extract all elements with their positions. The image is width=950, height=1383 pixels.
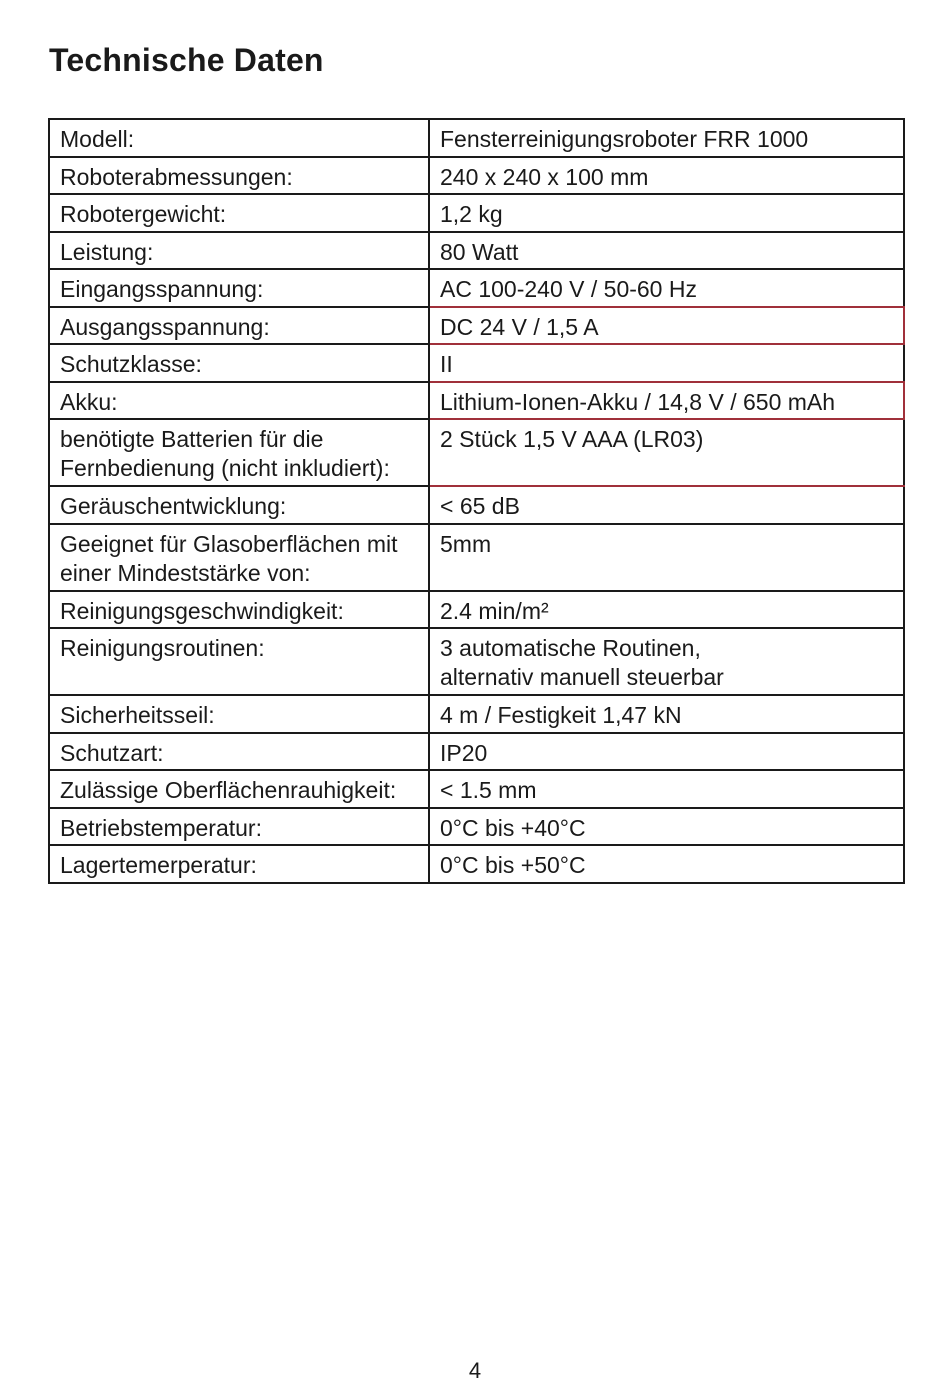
spec-label: Akku: [49, 382, 429, 420]
table-row [49, 419, 904, 486]
spec-label: Leistung: [49, 232, 429, 270]
spec-value-line: alternativ manuell steuerbar [440, 664, 724, 690]
specifications-table [48, 118, 905, 884]
table-row [49, 695, 904, 733]
spec-label: Modell: [49, 119, 429, 157]
spec-value: 240 x 240 x 100 mm [429, 157, 904, 195]
spec-value: 2.4 min/m² [429, 591, 904, 629]
table-row [49, 770, 904, 808]
table-row [49, 628, 904, 695]
spec-value-line: 5mm [440, 530, 492, 557]
table-row [49, 344, 904, 382]
spec-value [429, 419, 904, 486]
table-row [49, 808, 904, 846]
spec-value: 4 m / Festigkeit 1,47 kN [429, 695, 904, 733]
table-row [49, 591, 904, 629]
spec-label-line: benötigte Batterien für die [60, 426, 324, 452]
spec-value: 0°C bis +40°C [429, 808, 904, 846]
spec-value: < 1.5 mm [429, 770, 904, 808]
spec-label: Schutzart: [49, 733, 429, 771]
spec-label: Lagertemerperatur: [49, 845, 429, 883]
page-number: 4 [468, 1358, 482, 1383]
spec-value [429, 628, 904, 695]
table-row [49, 733, 904, 771]
spec-label-line: Geeignet für Glasoberflächen mit [60, 530, 398, 557]
spec-label: Sicherheitsseil: [49, 695, 429, 733]
table-row [49, 157, 904, 195]
spec-value-line: 2 Stück 1,5 V AAA (LR03) [440, 426, 704, 452]
spec-label: Schutzklasse: [49, 344, 429, 382]
table-row [49, 269, 904, 307]
spec-label: Zulässige Oberflächenrauhigkeit: [49, 770, 429, 808]
spec-label [49, 419, 429, 486]
spec-value-line: 3 automatische Routinen, [440, 635, 701, 661]
spec-label [49, 524, 429, 591]
table-row [49, 194, 904, 232]
table-row [49, 307, 904, 345]
spec-label-line: Reinigungsroutinen: [60, 635, 265, 661]
spec-label: Betriebstemperatur: [49, 808, 429, 846]
spec-value: II [429, 344, 904, 382]
table-row [49, 486, 904, 524]
table-row [49, 382, 904, 420]
spec-value: Fensterreinigungsroboter FRR 1000 [429, 119, 904, 157]
spec-value: < 65 dB [429, 486, 904, 524]
spec-label: Geräuschentwicklung: [49, 486, 429, 524]
table-row [49, 119, 904, 157]
spec-label: Eingangsspannung: [49, 269, 429, 307]
spec-value: AC 100-240 V / 50-60 Hz [429, 269, 904, 307]
spec-label: Roboterabmessungen: [49, 157, 429, 195]
table-row [49, 524, 904, 591]
spec-value: DC 24 V / 1,5 A [429, 307, 904, 345]
spec-label: Robotergewicht: [49, 194, 429, 232]
spec-label: Ausgangsspannung: [49, 307, 429, 345]
table-row [49, 845, 904, 883]
spec-label [49, 628, 429, 695]
spec-label-line: einer Mindeststärke von: [60, 559, 311, 586]
spec-label: Reinigungsgeschwindigkeit: [49, 591, 429, 629]
table-row [49, 232, 904, 270]
page-title: Technische Daten [49, 42, 324, 78]
spec-value: 80 Watt [429, 232, 904, 270]
spec-value [429, 524, 904, 591]
spec-label-line: Fernbedienung (nicht inkludiert): [60, 455, 390, 481]
spec-value: 0°C bis +50°C [429, 845, 904, 883]
spec-value: IP20 [429, 733, 904, 771]
spec-value: 1,2 kg [429, 194, 904, 232]
spec-value: Lithium-Ionen-Akku / 14,8 V / 650 mAh [429, 382, 904, 420]
